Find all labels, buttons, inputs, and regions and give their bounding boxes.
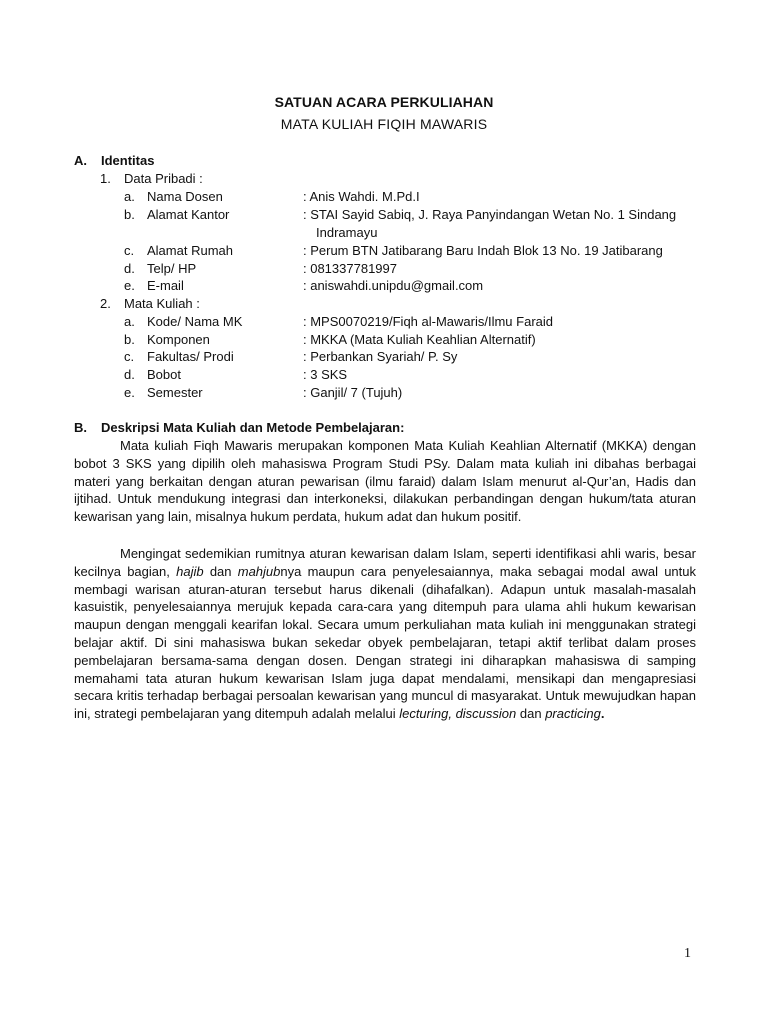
text-run: Mengingat sedemikian rumitnya aturan kewarisan dalam Islam, seperti identifikasi ahli waris, besar kecilnya bagian,	[74, 546, 696, 579]
info-row-nama-dosen	[0, 189, 768, 207]
row-value: : STAI Sayid Sabiq, J. Raya Panyindangan Wetan No. 1 Sindang	[303, 207, 677, 222]
info-row-alamat-rumah	[0, 243, 768, 261]
row-value: : MPS0070219/Fiqh al-Mawaris/Ilmu Faraid	[303, 314, 553, 329]
row-key: d.	[124, 261, 135, 276]
text-run: nya maupun cara penyelesaiannya, maka sebagai modal awal untuk membagi warisan aturan-aturan tersebut harus dikenali (dihafalkan). Adapun untuk masalah-masalah kasuistik, penyelesaiannya merujuk kepada cara-cara yang ditempuh para ulama ahli hukum kewarisan maupun dengan menggali kearifan lokal. Secara umum perkuliahan mata kuliah ini menggunakan strategi belajar aktif. Di sini mahasiswa bukan sekedar obyek pembelajaran, tetapi aktif terlibat dalam proses pembelajaran bersama-sama dengan dosen. Dengan strategi ini diharapkan mahasiswa di samping memahami tata aturan hukum kewarisan Islam juga dapat mendalami, mensikapi dan mengapresiasi secara kritis terhadap berbagai persoalan kewarisan yang muncul di masyarakat. Untuk mewujudkan hapan ini, strategi pembelajaran yang ditempuh adalah melalui	[74, 563, 696, 722]
row-key: d.	[124, 367, 135, 382]
subsection-label: Data Pribadi :	[124, 171, 203, 186]
info-row-alamat-kantor	[0, 207, 768, 225]
subsection-data-pribadi	[100, 171, 203, 186]
row-key: b.	[124, 332, 135, 347]
section-b-title: Deskripsi Mata Kuliah dan Metode Pembelajaran:	[101, 420, 405, 435]
row-value-continuation: Indramayu	[316, 225, 378, 240]
row-label: Kode/ Nama MK	[147, 314, 243, 329]
row-value: : Ganjil/ 7 (Tujuh)	[303, 385, 403, 400]
row-value: : 3 SKS	[303, 367, 348, 382]
info-row-semester	[0, 385, 768, 403]
row-label: Telp/ HP	[147, 261, 197, 276]
section-b-heading	[74, 420, 404, 435]
section-b-label: B.	[74, 420, 87, 435]
paragraph-description: Mata kuliah Fiqh Mawaris merupakan komponen Mata Kuliah Keahlian Alternatif (MKKA) dengan bobot 3 SKS yang dipilih oleh mahasiswa Program Studi PSy. Dalam mata kuliah ini dibahas berbagai materi yang berkaitan dengan aturan pewarisan (ilmu faraid) dalam Islam menurut al-Qur’an, Hadis dan ijtihad. Untuk mendukung integrasi dan interkoneksi, dilakukan perbandingan dengan hukum/tata aturan kewarisan yang lain, misalnya hukum perdata, hukum adat dan hukum positif.	[74, 438, 696, 525]
section-a-heading	[74, 153, 154, 168]
row-key: e.	[124, 278, 135, 293]
section-a-title: Identitas	[101, 153, 155, 168]
info-row-email	[0, 278, 768, 296]
row-label: Alamat Kantor	[147, 207, 230, 222]
row-value: : aniswahdi.unipdu@gmail.com	[303, 278, 484, 293]
row-label: E-mail	[147, 278, 184, 293]
info-row-telp	[0, 261, 768, 279]
paragraph-method	[74, 545, 696, 723]
subsection-number: 1.	[100, 171, 111, 186]
row-key: b.	[124, 207, 135, 222]
text-run: .	[600, 706, 605, 722]
row-value: : MKKA (Mata Kuliah Keahlian Alternatif)	[303, 332, 536, 347]
italic-term: practicing	[545, 706, 601, 722]
row-label: Fakultas/ Prodi	[147, 349, 234, 364]
document-title: SATUAN ACARA PERKULIAHAN	[274, 94, 494, 110]
section-a-label: A.	[74, 153, 87, 168]
row-key: e.	[124, 385, 135, 400]
row-label: Komponen	[147, 332, 210, 347]
row-value: : 081337781997	[303, 261, 397, 276]
info-row-kode-mk	[0, 314, 768, 332]
italic-term: mahjub	[237, 563, 281, 579]
text-run: dan	[203, 563, 238, 579]
subsection-mata-kuliah	[100, 296, 200, 311]
row-value: : Perum BTN Jatibarang Baru Indah Blok 13 No. 19 Jatibarang	[303, 243, 663, 258]
row-label: Alamat Rumah	[147, 243, 233, 258]
subsection-number: 2.	[100, 296, 111, 311]
document-subtitle: MATA KULIAH FIQIH MAWARIS	[280, 116, 488, 132]
row-label: Bobot	[147, 367, 181, 382]
row-key: a.	[124, 189, 135, 204]
row-label: Semester	[147, 385, 203, 400]
italic-term: lecturing, discussion	[399, 706, 517, 722]
row-value: : Anis Wahdi. M.Pd.I	[303, 189, 420, 204]
text-run: dan	[516, 706, 546, 722]
info-row-bobot	[0, 367, 768, 385]
row-label: Nama Dosen	[147, 189, 223, 204]
info-row-fakultas	[0, 349, 768, 367]
italic-term: hajib	[176, 563, 204, 579]
page-number: 1	[684, 946, 691, 961]
row-key: c.	[124, 349, 135, 364]
subsection-label: Mata Kuliah :	[124, 296, 200, 311]
row-value: : Perbankan Syariah/ P. Sy	[303, 349, 458, 364]
row-key: a.	[124, 314, 135, 329]
info-row-komponen	[0, 332, 768, 350]
row-key: c.	[124, 243, 135, 258]
